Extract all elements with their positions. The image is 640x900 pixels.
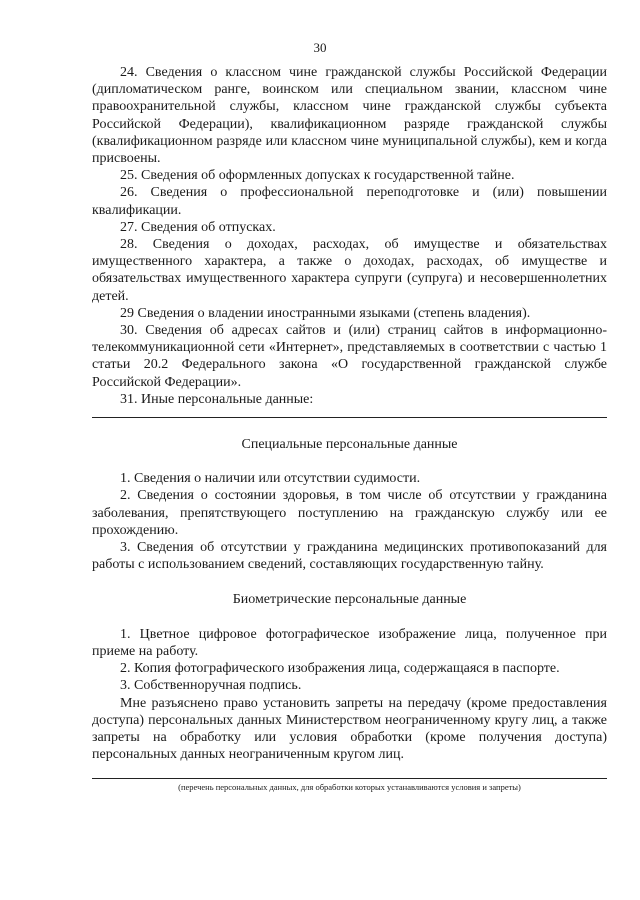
special-item-2: 2. Сведения о состоянии здоровья, в том числе об отсутствии у гражданина заболевания, препятствующего поступлению на гражданскую службу или ее прохождению. xyxy=(92,488,607,538)
document-body xyxy=(92,64,607,793)
list-item-28: 28. Сведения о доходах, расходах, об имуществе и обязательствах имущественного характера, а также о доходах, расходах, об имуществе и обязательствах имущественного характера супруги (супруга) и несовершеннолетних детей. xyxy=(92,237,607,304)
list-item-24: 24. Сведения о классном чине гражданской службы Российской Федерации (дипломатическом ранге, воинском или специальном звании, классном чине правоохранительной службы, классном чине гражданской службы субъекта Российской Федерации), квалификационном разряде гражданской службы (квалификационном разряде или классном чине муниципальной службы), кем и когда присвоены. xyxy=(92,65,607,167)
footer-fill-line xyxy=(92,778,607,779)
biometric-data-heading: Биометрические персональные данные xyxy=(232,592,467,608)
list-item-30: 30. Сведения об адресах сайтов и (или) страниц сайтов в информационно-телекоммуникационной сети «Интернет», представляемых в соответствии с частью 1 статьи 20.2 Федерального закона «О государственной гражданской службе Российской Федерации». xyxy=(92,323,607,390)
list-item-26: 26. Сведения о профессиональной переподготовке и (или) повышении квалификации. xyxy=(92,185,607,218)
list-item-25: 25. Сведения об оформленных допусках к государственной тайне. xyxy=(120,168,515,184)
footer-caption: (перечень персональных данных, для обработки которых устанавливаются условия и запреты) xyxy=(178,782,521,793)
special-item-3: 3. Сведения об отсутствии у гражданина медицинских противопоказаний для работы с использованием сведений, составляющих государственную тайну. xyxy=(92,540,607,573)
special-item-1: 1. Сведения о наличии или отсутствии судимости. xyxy=(120,471,421,487)
biometric-item-2: 2. Копия фотографического изображения лица, содержащаяся в паспорте. xyxy=(120,661,560,677)
biometric-item-3: 3. Собственноручная подпись. xyxy=(120,678,302,694)
list-item-27: 27. Сведения об отпусках. xyxy=(120,219,276,235)
blank-fill-line xyxy=(92,417,607,418)
consent-statement: Мне разъяснено право установить запреты на передачу (кроме предоставления доступа) персональных данных Министерством неограниченному кругу лиц, а также запреты на обработку или условия обработки (кроме получения доступа) персональных данных неограниченным кругом лиц. xyxy=(92,695,607,763)
list-item-29: 29 Сведения о владении иностранными языками (степень владения). xyxy=(120,305,531,321)
page-number: 30 xyxy=(313,40,327,55)
list-item-31: 31. Иные персональные данные: xyxy=(120,391,314,407)
special-data-heading: Специальные персональные данные xyxy=(241,437,458,453)
biometric-item-1: 1. Цветное цифровое фотографическое изображение лица, полученное при приеме на работу. xyxy=(92,626,607,659)
